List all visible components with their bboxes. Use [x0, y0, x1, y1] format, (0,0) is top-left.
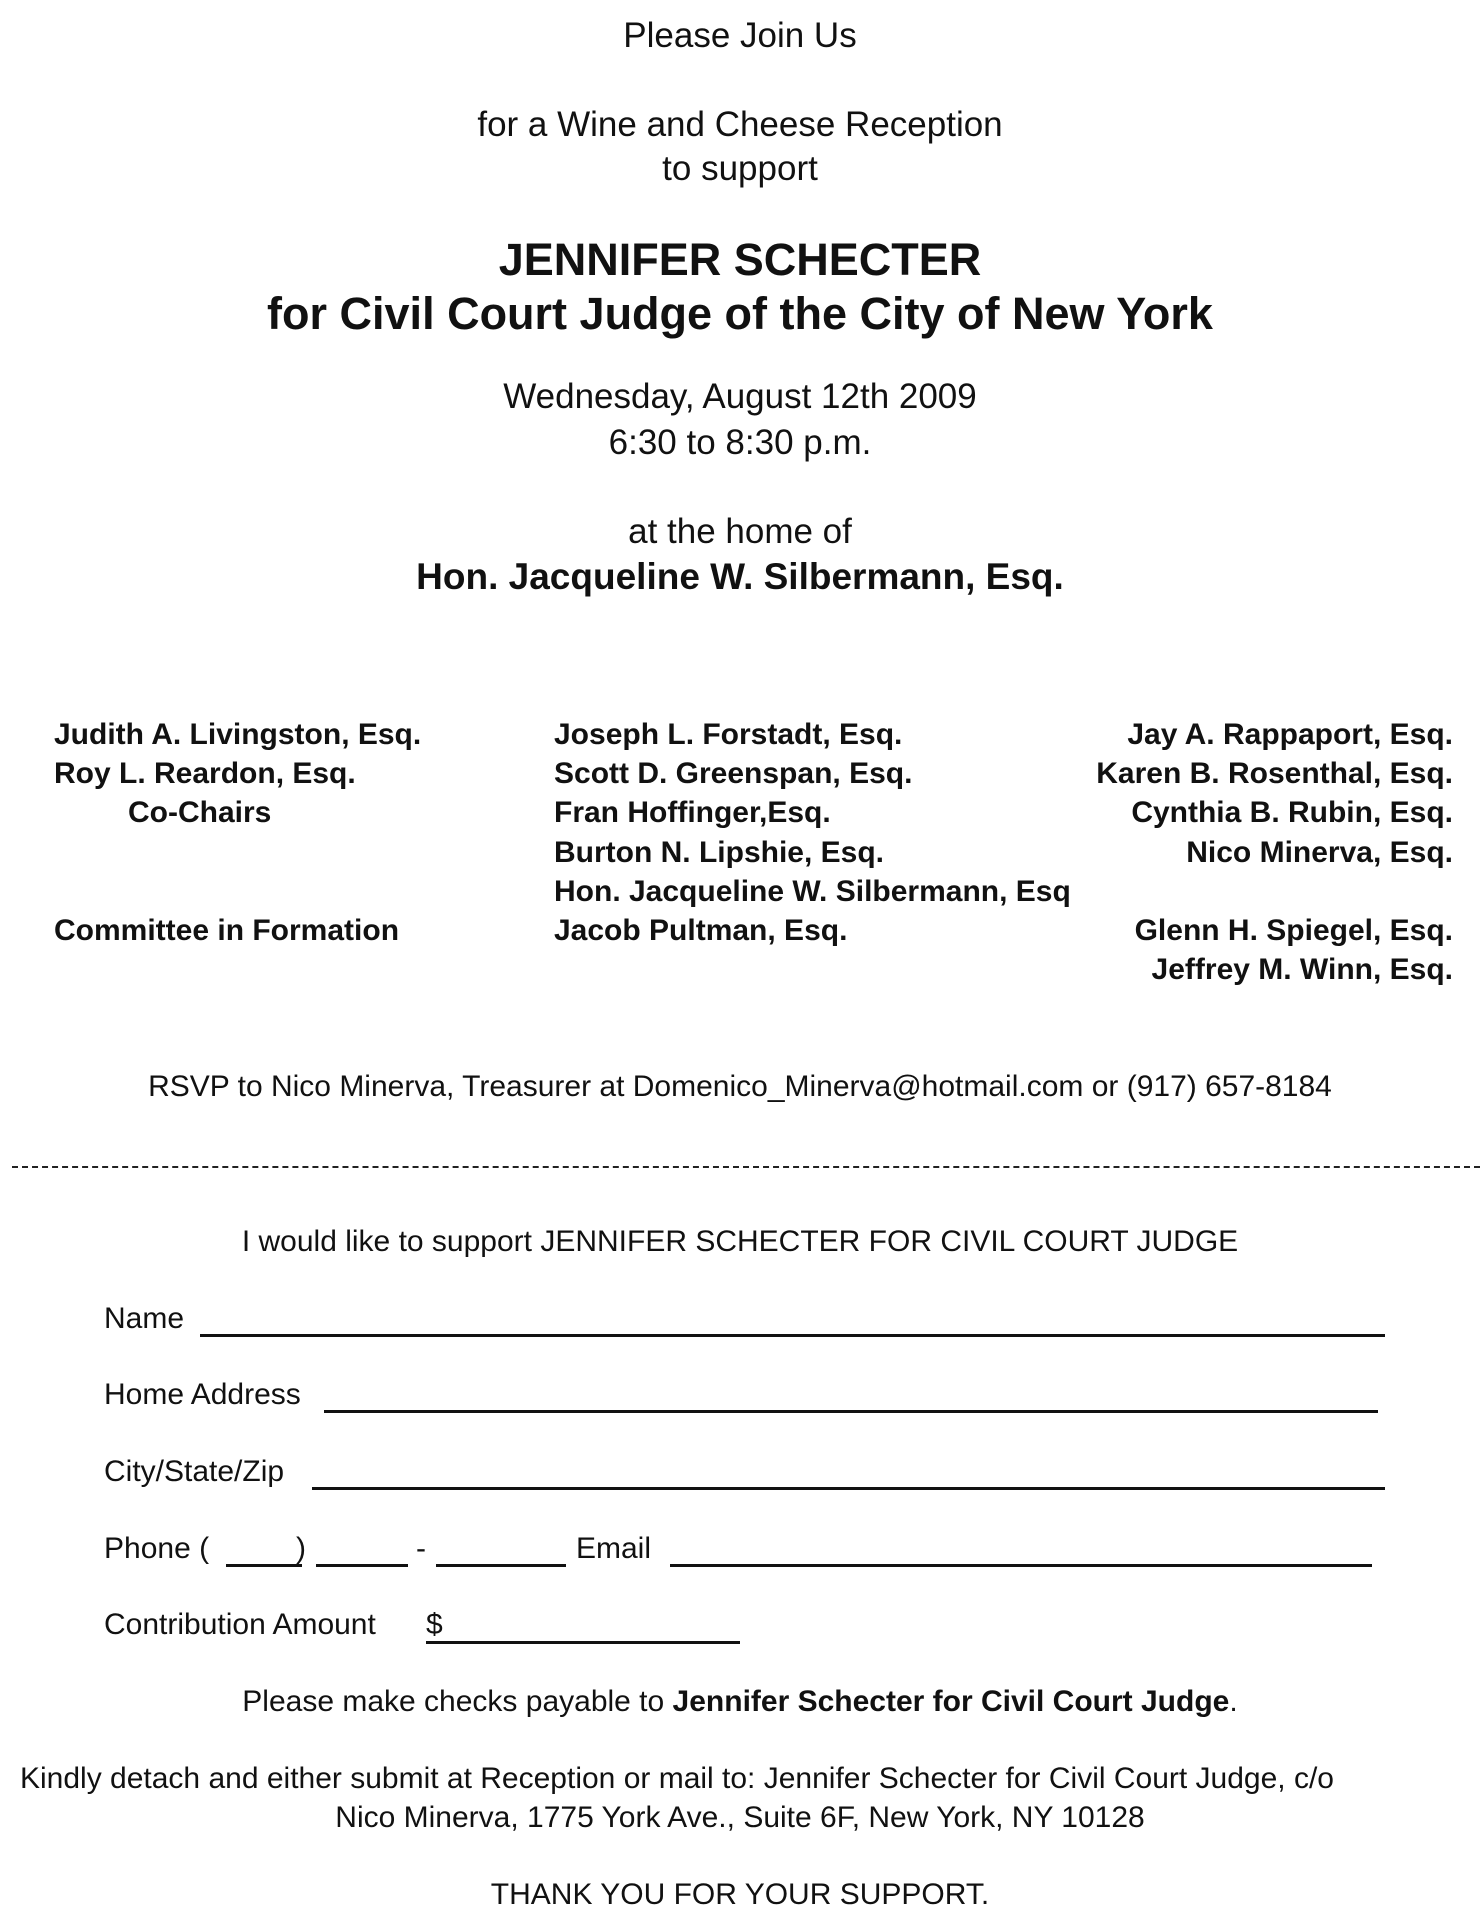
- phone-prefix-line[interactable]: [316, 1564, 408, 1567]
- committee-member: Jacob Pultman, Esq.: [554, 914, 848, 947]
- phone-number-line[interactable]: [436, 1564, 566, 1567]
- committee-member: Joseph L. Forstadt, Esq.: [554, 718, 903, 751]
- checks-payee: Jennifer Schecter for Civil Court Judge: [672, 1685, 1230, 1718]
- phone-paren-close: ): [296, 1532, 306, 1565]
- city-state-zip-field-line[interactable]: [312, 1487, 1385, 1490]
- co-chairs-label: Co-Chairs: [128, 796, 272, 829]
- committee-member: Scott D. Greenspan, Esq.: [554, 757, 913, 790]
- co-chair-2: Roy L. Reardon, Esq.: [54, 757, 356, 790]
- co-chair-1: Judith A. Livingston, Esq.: [54, 718, 422, 751]
- committee-member: Jay A. Rappaport, Esq.: [1127, 718, 1453, 751]
- detach-instructions-line2: Nico Minerva, 1775 York Ave., Suite 6F, New York, NY 10128: [335, 1801, 1145, 1834]
- home-address-field-line[interactable]: [324, 1410, 1378, 1413]
- checks-payable-line: [0, 1685, 1480, 1719]
- home-address-label: Home Address: [104, 1378, 301, 1411]
- dollar-sign: $: [426, 1608, 443, 1641]
- committee-member: Karen B. Rosenthal, Esq.: [1096, 757, 1453, 790]
- at-home-of: at the home of: [628, 512, 852, 551]
- committee-member: Cynthia B. Rubin, Esq.: [1131, 796, 1453, 829]
- committee-formation-label: Committee in Formation: [54, 914, 400, 947]
- form-intro: I would like to support JENNIFER SCHECTER FOR CIVIL COURT JUDGE: [241, 1225, 1239, 1258]
- event-time: 6:30 to 8:30 p.m.: [608, 423, 872, 462]
- committee-member: Nico Minerva, Esq.: [1186, 836, 1453, 869]
- candidate-name: JENNIFER SCHECTER: [498, 234, 982, 285]
- committee-member: Jeffrey M. Winn, Esq.: [1151, 953, 1453, 986]
- committee-member: Hon. Jacqueline W. Silbermann, Esq: [554, 875, 1071, 908]
- phone-dash: -: [416, 1532, 426, 1565]
- header-to-support: to support: [662, 149, 818, 188]
- committee-member: Fran Hoffinger,Esq.: [554, 796, 831, 829]
- phone-label: Phone (: [104, 1532, 210, 1565]
- rsvp-line: RSVP to Nico Minerva, Treasurer at Domenico_Minerva@hotmail.com or (917) 657-8184: [148, 1070, 1332, 1103]
- checks-suffix: .: [1229, 1685, 1238, 1718]
- checks-prefix: Please make checks payable to: [242, 1685, 673, 1718]
- committee-member: Glenn H. Spiegel, Esq.: [1134, 914, 1453, 947]
- name-field-line[interactable]: [200, 1334, 1385, 1337]
- city-state-zip-label: City/State/Zip: [104, 1455, 285, 1488]
- phone-area-code-line[interactable]: [226, 1564, 302, 1567]
- email-field-line[interactable]: [670, 1564, 1372, 1567]
- thank-you: THANK YOU FOR YOUR SUPPORT.: [490, 1878, 990, 1911]
- contribution-amount-line[interactable]: [426, 1641, 740, 1644]
- header-please-join: Please Join Us: [623, 16, 857, 55]
- detach-instructions-line1: Kindly detach and either submit at Reception or mail to: Jennifer Schecter for Civil Court Judge, c/o: [20, 1762, 1334, 1795]
- name-label: Name: [104, 1302, 185, 1335]
- event-date: Wednesday, August 12th 2009: [503, 377, 977, 416]
- contribution-label: Contribution Amount: [104, 1608, 376, 1641]
- header-reception: for a Wine and Cheese Reception: [477, 105, 1003, 144]
- candidate-office: for Civil Court Judge of the City of New York: [267, 288, 1213, 339]
- email-label: Email: [576, 1532, 652, 1565]
- detach-divider: [12, 1166, 1480, 1168]
- host-name: Hon. Jacqueline W. Silbermann, Esq.: [416, 556, 1064, 597]
- committee-member: Burton N. Lipshie, Esq.: [554, 836, 885, 869]
